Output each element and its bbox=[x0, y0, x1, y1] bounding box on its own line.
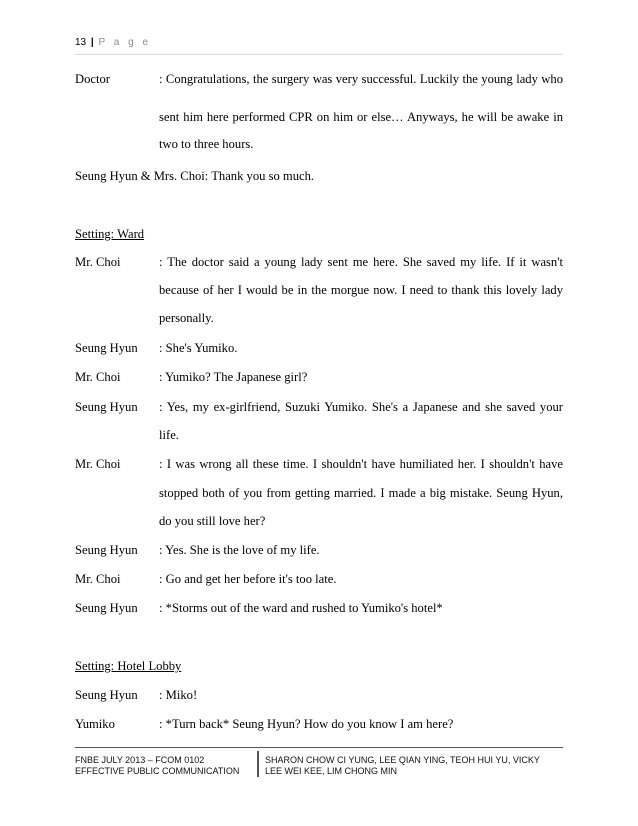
page-label: P a g e bbox=[98, 37, 152, 48]
footer-authors bbox=[265, 755, 565, 777]
footer-authors-line: LEE WEI KEE, LIM CHONG MIN bbox=[265, 766, 398, 776]
dialogue-text: : The doctor said a young lady sent me here. She saved my life. If it wasn't bbox=[159, 255, 563, 269]
speaker-name: Seung Hyun bbox=[75, 341, 138, 355]
dialogue-text: : Yumiko? The Japanese girl? bbox=[159, 370, 308, 384]
speaker-name: Mr. Choi bbox=[75, 572, 121, 586]
page-footer bbox=[75, 747, 563, 776]
dialogue-text: because of her I would be in the morgue now. I need to thank this lovely lady bbox=[159, 283, 563, 297]
footer-course-title: EFFECTIVE PUBLIC COMMUNICATION bbox=[75, 766, 240, 776]
speaker-name: Seung Hyun bbox=[75, 543, 138, 557]
page-header bbox=[75, 37, 563, 55]
dialogue-text: : I was wrong all these time. I shouldn't have humiliated her. I shouldn't have bbox=[159, 457, 563, 471]
speaker-name: Mr. Choi bbox=[75, 255, 121, 269]
speaker-name: Yumiko bbox=[75, 717, 115, 731]
speaker-name: Seung Hyun bbox=[75, 688, 138, 702]
dialogue-text: : Congratulations, the surgery was very successful. Luckily the young lady who bbox=[159, 72, 563, 86]
dialogue-text: life. bbox=[159, 428, 179, 442]
header-separator: | bbox=[90, 37, 94, 48]
speaker-name: Mr. Choi bbox=[75, 457, 121, 471]
footer-course bbox=[75, 755, 255, 777]
dialogue-text: stopped both of you from getting married. I made a big mistake. Seung Hyun, bbox=[159, 486, 563, 500]
speaker-name: Seung Hyun & Mrs. Choi: Thank you so much. bbox=[75, 169, 315, 183]
speaker-name: Seung Hyun bbox=[75, 400, 138, 414]
dialogue-text: : Yes, my ex-girlfriend, Suzuki Yumiko. She's a Japanese and she saved your bbox=[159, 400, 563, 414]
dialogue-text: : *Turn back* Seung Hyun? How do you know I am here? bbox=[159, 717, 454, 731]
setting-label: Setting: Hotel Lobby bbox=[75, 659, 182, 673]
footer-course-code: FNBE JULY 2013 – FCOM 0102 bbox=[75, 755, 205, 765]
dialogue-text: : Miko! bbox=[159, 688, 198, 702]
footer-divider bbox=[257, 751, 259, 777]
dialogue-text: : *Storms out of the ward and rushed to Yumiko's hotel* bbox=[159, 601, 443, 615]
speaker-name: Doctor bbox=[75, 72, 110, 86]
footer-authors-line: SHARON CHOW CI YUNG, LEE QIAN YING, TEOH HUI YU, VICKY bbox=[265, 755, 540, 765]
speaker-name: Seung Hyun bbox=[75, 601, 138, 615]
dialogue-text: sent him here performed CPR on him or else… Anyways, he will be awake in bbox=[159, 110, 563, 124]
setting-label: Setting: Ward bbox=[75, 227, 145, 241]
dialogue-text: personally. bbox=[159, 311, 214, 325]
dialogue-text: : She's Yumiko. bbox=[159, 341, 238, 355]
dialogue-text: : Yes. She is the love of my life. bbox=[159, 543, 320, 557]
page-number: 13 bbox=[75, 37, 87, 48]
dialogue-text: : Go and get her before it's too late. bbox=[159, 572, 337, 586]
speaker-name: Mr. Choi bbox=[75, 370, 121, 384]
dialogue-text: do you still love her? bbox=[159, 514, 266, 528]
dialogue-text: two to three hours. bbox=[159, 137, 254, 151]
